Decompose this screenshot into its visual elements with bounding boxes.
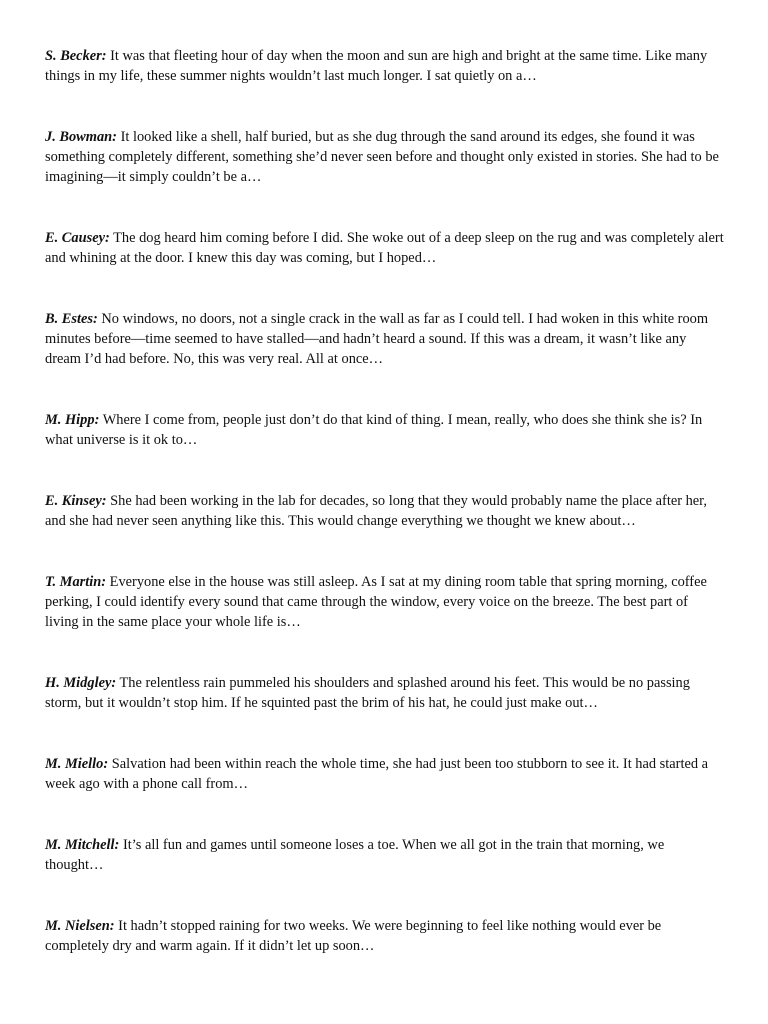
story-entry [45, 46, 725, 86]
story-entry [45, 309, 725, 369]
story-entry [45, 754, 725, 794]
story-entry [45, 410, 725, 450]
author-name: B. Estes: [45, 311, 98, 327]
author-name: J. Bowman: [45, 129, 117, 145]
author-name: M. Miello: [45, 756, 109, 772]
author-name: M. Hipp: [45, 412, 100, 428]
author-name: S. Becker: [45, 48, 107, 64]
story-entry [45, 228, 725, 268]
author-name: E. Kinsey: [45, 493, 107, 509]
story-text: It was that fleeting hour of day when the moon and sun are high and bright at the same time. Like many things in my life, these summer nights wouldn’t last much longer. I sat quietly on a… [45, 48, 708, 84]
story-text: No windows, no doors, not a single crack in the wall as far as I could tell. I had woken in this white room minutes before—time seemed to have stalled—and hadn’t heard a sound. If this was a dream, it wasn’t like any dream I’d had before. No, this was very real. All at once… [45, 311, 709, 367]
story-text: It hadn’t stopped raining for two weeks. We were beginning to feel like nothing would ever be completely dry and warm again. If it didn’t let up soon… [45, 918, 662, 954]
story-entry [45, 572, 725, 632]
author-name: E. Causey: [45, 230, 110, 246]
story-text: Where I come from, people just don’t do that kind of thing. I mean, really, who does she think she is? In what universe is it ok to… [45, 412, 703, 448]
author-name: M. Nielsen: [45, 918, 115, 934]
story-entry [45, 491, 725, 531]
story-text: The dog heard him coming before I did. She woke out of a deep sleep on the rug and was completely alert and whining at the door. I knew this day was coming, but I hoped… [45, 230, 724, 266]
author-name: H. Midgley: [45, 675, 117, 691]
story-entry [45, 127, 725, 187]
story-entry [45, 673, 725, 713]
story-entry [45, 835, 725, 875]
author-name: T. Martin: [45, 574, 107, 590]
story-text: She had been working in the lab for decades, so long that they would probably name the place after her, and she had never seen anything like this. This would change everything we thought we knew about… [45, 493, 707, 529]
story-text: Salvation had been within reach the whole time, she had just been too stubborn to see it. It had started a week ago with a phone call from… [45, 756, 709, 792]
document-page [45, 46, 725, 997]
story-entry [45, 916, 725, 956]
story-text: Everyone else in the house was still asleep. As I sat at my dining room table that spring morning, coffee perking, I could identify every sound that came through the window, every voice on the breeze. The best part of living in the same place your whole life is… [45, 574, 707, 630]
story-text: It’s all fun and games until someone loses a toe. When we all got in the train that morning, we thought… [45, 837, 665, 873]
story-text: The relentless rain pummeled his shoulders and splashed around his feet. This would be no passing storm, but it wouldn’t stop him. If he squinted past the brim of his hat, he could just make out… [45, 675, 690, 711]
story-text: It looked like a shell, half buried, but as she dug through the sand around its edges, she found it was something completely different, something she’d never seen before and thought only existed in stories. She had to be imagining—it simply couldn’t be a… [45, 129, 719, 185]
author-name: M. Mitchell: [45, 837, 120, 853]
